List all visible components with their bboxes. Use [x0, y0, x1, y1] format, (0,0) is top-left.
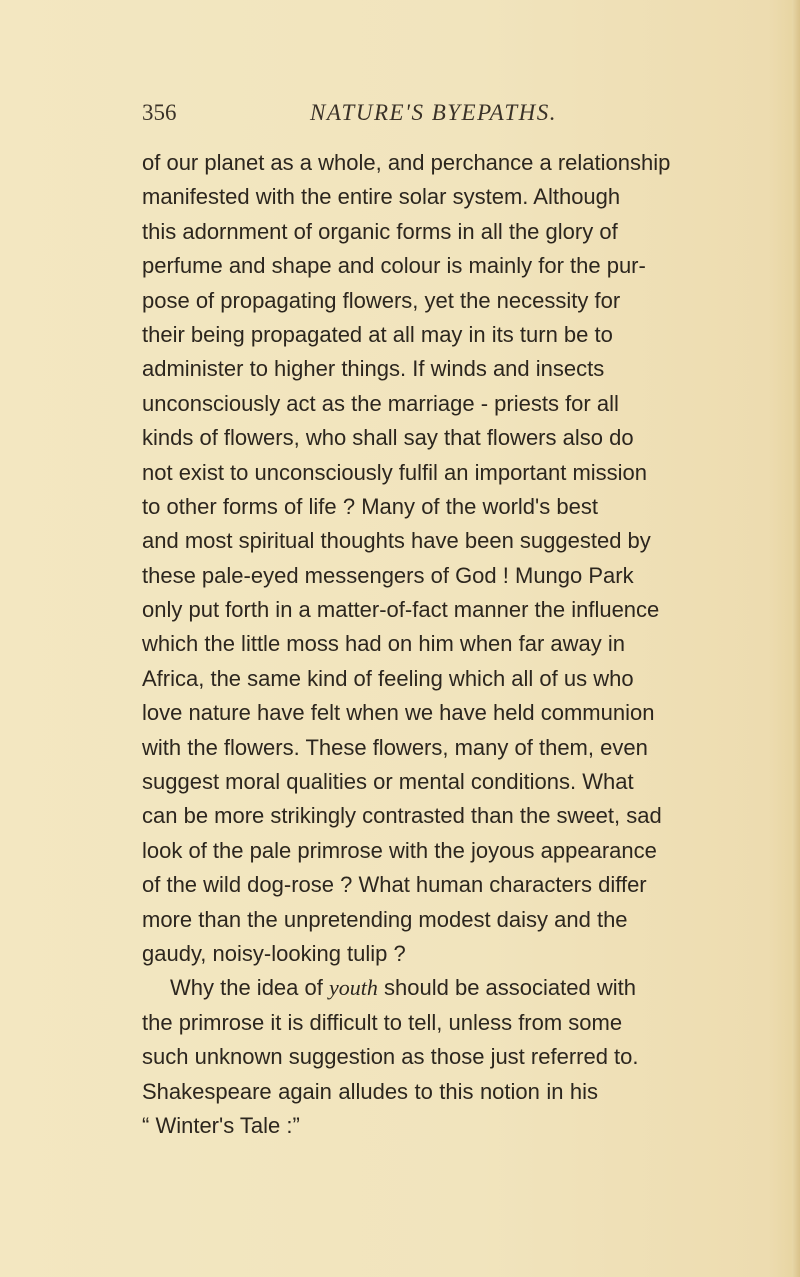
text-line: more than the unpretending modest daisy and the	[142, 906, 628, 932]
text-line: and most spiritual thoughts have been suggested by	[142, 528, 651, 554]
text-run: Why the idea of	[170, 975, 323, 1001]
page-number: 356	[142, 100, 177, 125]
text-line: look of the pale primrose with the joyous appearance	[142, 837, 657, 863]
text-line: “ Winter's Tale :”	[142, 1112, 300, 1138]
text-line: of the wild dog-rose ? What human characters differ	[142, 872, 647, 898]
text-line: manifested with the entire solar system. Although	[142, 184, 621, 210]
text-line: perfume and shape and colour is mainly for the pur-	[142, 253, 646, 279]
body-text	[142, 146, 671, 1143]
text-line: only put forth in a matter-of-fact manner the influence	[142, 597, 660, 623]
text-line: with the flowers. These flowers, many of them, even	[142, 734, 648, 760]
page-edge	[792, 0, 800, 1277]
paragraph-1	[142, 146, 671, 971]
text-line: kinds of flowers, who shall say that flowers also do	[142, 425, 634, 451]
italic-word: youth	[329, 975, 378, 1001]
text-line: the primrose it is difficult to tell, unless from some	[142, 1009, 623, 1035]
running-head: NATURE'S BYEPATHS.	[310, 100, 558, 125]
text-line: Africa, the same kind of feeling which all of us who	[142, 665, 634, 691]
text-run: should be associated with	[384, 975, 636, 1001]
text-line: administer to higher things. If winds and insects	[142, 356, 605, 382]
text-line: their being propagated at all may in its turn be to	[142, 321, 613, 347]
text-line: Shakespeare again alludes to this notion in his	[142, 1078, 598, 1104]
text-line: pose of propagating flowers, yet the necessity for	[142, 287, 621, 313]
text-line: these pale-eyed messengers of God ! Mungo Park	[142, 562, 634, 588]
text-line: of our planet as a whole, and perchance a relationship	[142, 150, 671, 175]
text-line: this adornment of organic forms in all the glory of	[142, 218, 618, 244]
text-line: which the little moss had on him when far away in	[142, 631, 626, 657]
text-line	[142, 971, 636, 1005]
text-line: love nature have felt when we have held communion	[142, 700, 655, 726]
text-line: can be more strikingly contrasted than the sweet, sad	[142, 803, 662, 829]
paragraph-2	[142, 971, 639, 1143]
text-line: suggest moral qualities or mental conditions. What	[142, 769, 634, 795]
text-line: not exist to unconsciously fulfil an important mission	[142, 459, 648, 485]
text-line: such unknown suggestion as those just referred to.	[142, 1044, 639, 1070]
page-header	[142, 100, 598, 140]
text-line: gaudy, noisy-looking tulip ?	[142, 940, 406, 966]
text-line: unconsciously act as the marriage - priests for all	[142, 390, 619, 416]
text-line: to other forms of life ? Many of the world's best	[142, 493, 598, 519]
